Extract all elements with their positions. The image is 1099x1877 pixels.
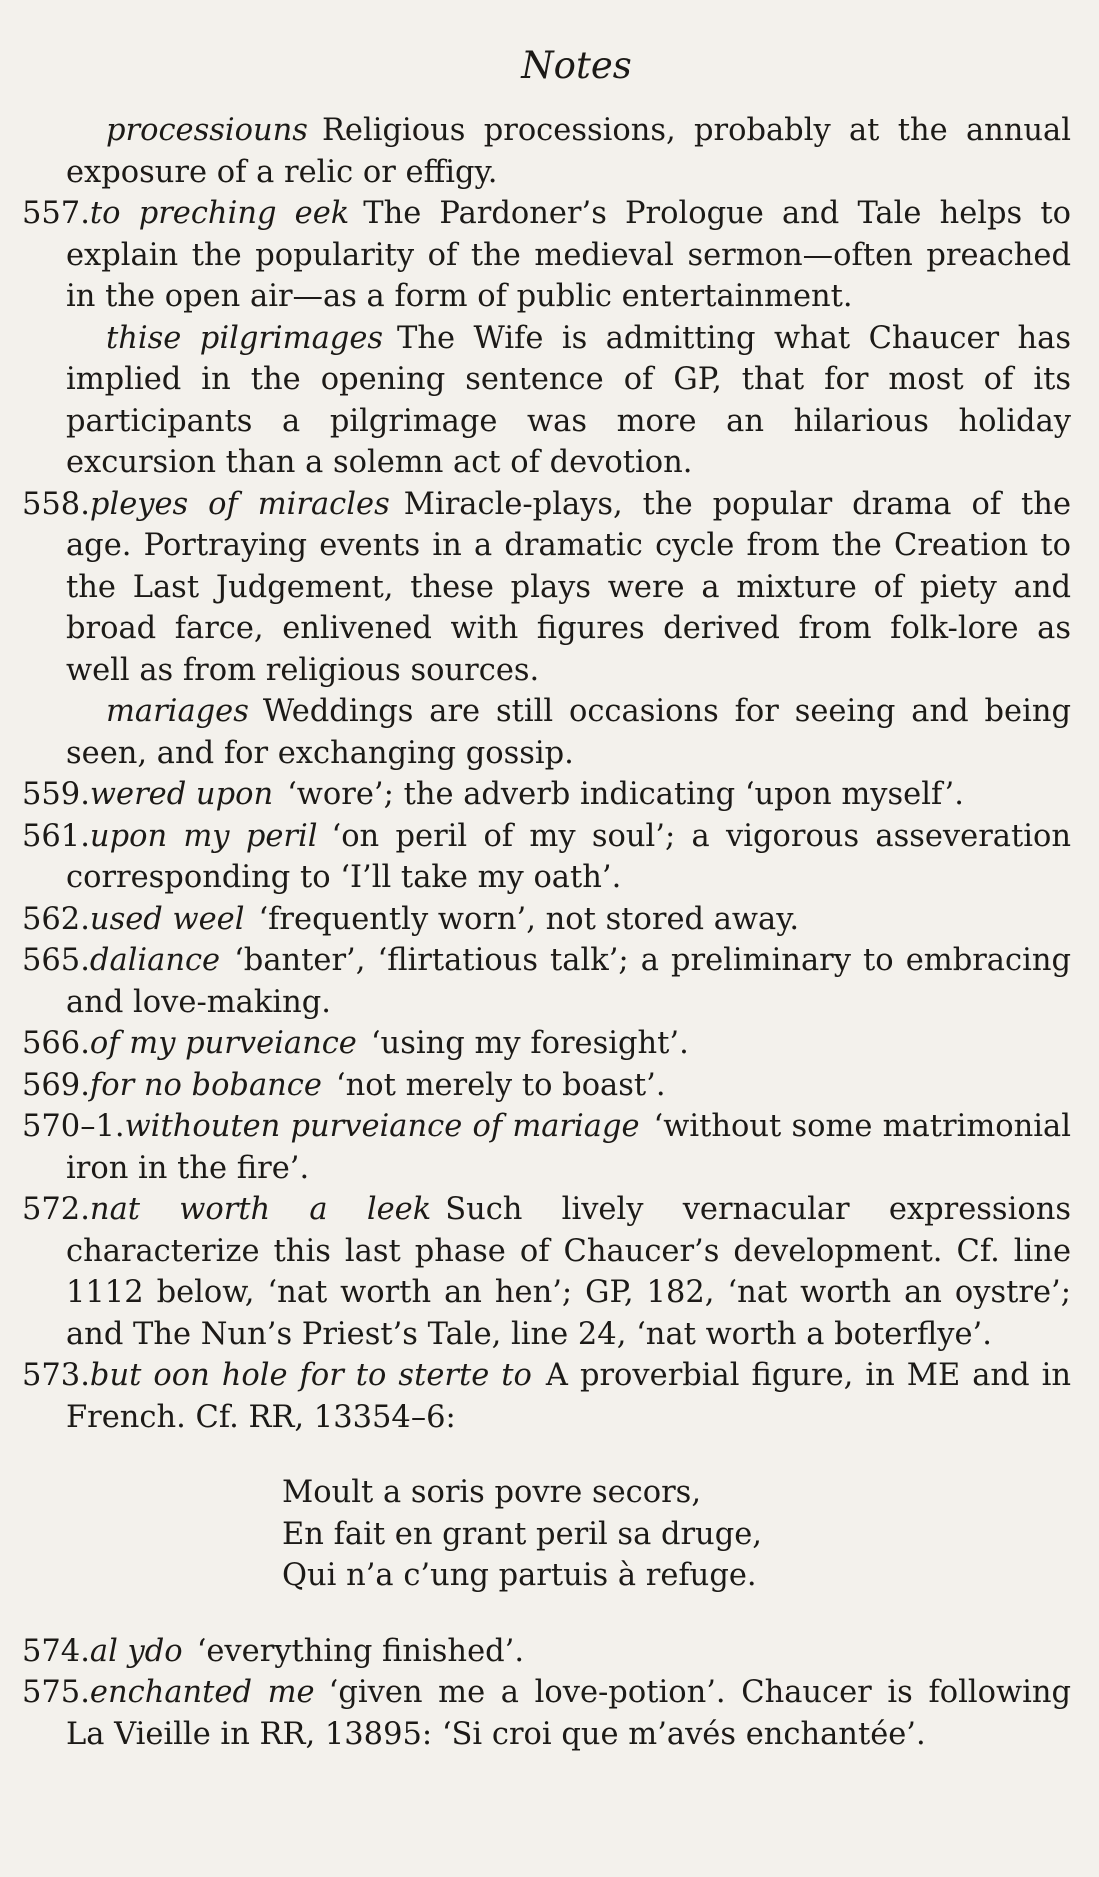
note-entry xyxy=(22,110,1071,193)
note-lemma: al ydo xyxy=(89,1633,183,1669)
note-text: ‘given me a love-potion’. Chaucer is following La Vieille in RR, 13895: ‘Si croi que m’avés enchantée’. xyxy=(66,1675,1072,1752)
note-lemma: pleyes of miracles xyxy=(89,486,390,522)
note-entry xyxy=(22,484,1071,692)
line-number: 561. xyxy=(22,818,90,854)
line-number: 562. xyxy=(22,901,90,937)
note-text: Religious processions, probably at the annual exposure of a relic or effigy. xyxy=(66,113,1071,190)
note-text: The Pardoner’s Prologue and Tale helps to explain the popularity of the medieval sermon—often preached in the open air—as a form of public entertainment. xyxy=(66,196,1071,314)
note-lemma: processiouns xyxy=(106,113,308,148)
line-number: 569. xyxy=(22,1067,90,1103)
note-entry xyxy=(22,940,1071,1023)
line-number: 558. xyxy=(22,486,90,522)
line-number: 557. xyxy=(22,196,90,231)
line-number: 566. xyxy=(22,1026,90,1061)
note-lemma: used weel xyxy=(89,901,245,937)
note-text: Weddings are still occasions for seeing and being seen, and for exchanging gossip. xyxy=(66,694,1071,771)
line-number: 574. xyxy=(22,1633,90,1669)
verse-line: En fait en grant peril sa druge, xyxy=(282,1516,762,1552)
note-entry xyxy=(22,1672,1071,1755)
note-lemma: but oon hole for to sterte to xyxy=(89,1358,532,1393)
note-lemma: nat worth a leek xyxy=(89,1192,432,1227)
note-entry xyxy=(22,1023,1071,1065)
line-number: 570–1. xyxy=(22,1109,125,1144)
note-lemma: upon my peril xyxy=(89,818,318,854)
note-text: ‘on peril of my soul’; a vigorous asseveration corresponding to ‘I’ll take my oath’. xyxy=(66,818,1071,895)
note-lemma: for no bobance xyxy=(89,1067,322,1103)
note-text: ‘not merely to boast’. xyxy=(335,1067,666,1103)
note-entry xyxy=(22,816,1071,899)
page-title: Notes xyxy=(521,44,632,87)
note-lemma: wered upon xyxy=(89,777,274,812)
line-number: 559. xyxy=(22,777,90,812)
note-entry xyxy=(22,193,1071,318)
note-lemma: withouten purveiance of mariage xyxy=(124,1109,640,1144)
line-number: 572. xyxy=(22,1192,90,1227)
note-text: The Wife is admitting what Chaucer has implied in the opening sentence of GP, that for most of its participants a pilgrimage was more an hilarious holiday excursion than a solemn act of devotion. xyxy=(66,320,1072,480)
note-entry xyxy=(22,774,1071,816)
note-entry xyxy=(22,1065,1071,1107)
verse-line: Qui n’a c’ung partuis à refuge. xyxy=(282,1558,757,1593)
note-text: A proverbial figure, in ME and in French. Cf. RR, 13354–6: xyxy=(66,1358,1072,1435)
note-text: ‘banter’, ‘flirtatious talk’; a preliminary to embracing and love-making. xyxy=(66,943,1071,1020)
line-number: 575. xyxy=(22,1675,90,1710)
note-lemma: mariages xyxy=(106,694,249,729)
note-entry xyxy=(22,1631,1071,1673)
note-text: Miracle-plays, the popular drama of the age. Portraying events in a dramatic cycle from the Creation to the Last Judgement, these plays were a mixture of piety and broad farce, enlivened with figures derived from folk-lore as well as from religious sources. xyxy=(66,486,1072,688)
note-text: ‘without some matrimonial iron in the fire’. xyxy=(66,1109,1071,1186)
note-entry xyxy=(22,691,1071,774)
note-lemma: daliance xyxy=(89,943,221,978)
note-entry xyxy=(22,899,1071,941)
note-text: Such lively vernacular expressions characterize this last phase of Chaucer’s development. Cf. line 1112 below, ‘nat worth an hen’; GP, 182, ‘nat worth an oystre’; and The Nun’s Priest’s Tale, line 24, ‘nat worth a boterflye’. xyxy=(66,1192,1071,1352)
line-number: 573. xyxy=(22,1358,90,1393)
note-entry xyxy=(22,318,1071,484)
note-lemma: to preching eek xyxy=(89,196,350,231)
verse-quotation xyxy=(282,1472,1071,1597)
note-lemma: of my purveiance xyxy=(89,1026,357,1061)
note-lemma: thise pilgrimages xyxy=(106,320,384,356)
line-number: 565. xyxy=(22,943,90,978)
note-entry xyxy=(22,1106,1071,1189)
note-lemma: enchanted me xyxy=(89,1675,315,1710)
verse-line: Moult a soris povre secors, xyxy=(282,1475,702,1510)
note-entry xyxy=(22,1355,1071,1438)
note-text: ‘wore’; the adverb indicating ‘upon myself’. xyxy=(287,777,964,812)
note-entry xyxy=(22,1189,1071,1355)
note-text: ‘using my foresight’. xyxy=(370,1026,689,1061)
note-text: ‘everything finished’. xyxy=(196,1633,525,1669)
note-text: ‘frequently worn’, not stored away. xyxy=(258,901,800,937)
